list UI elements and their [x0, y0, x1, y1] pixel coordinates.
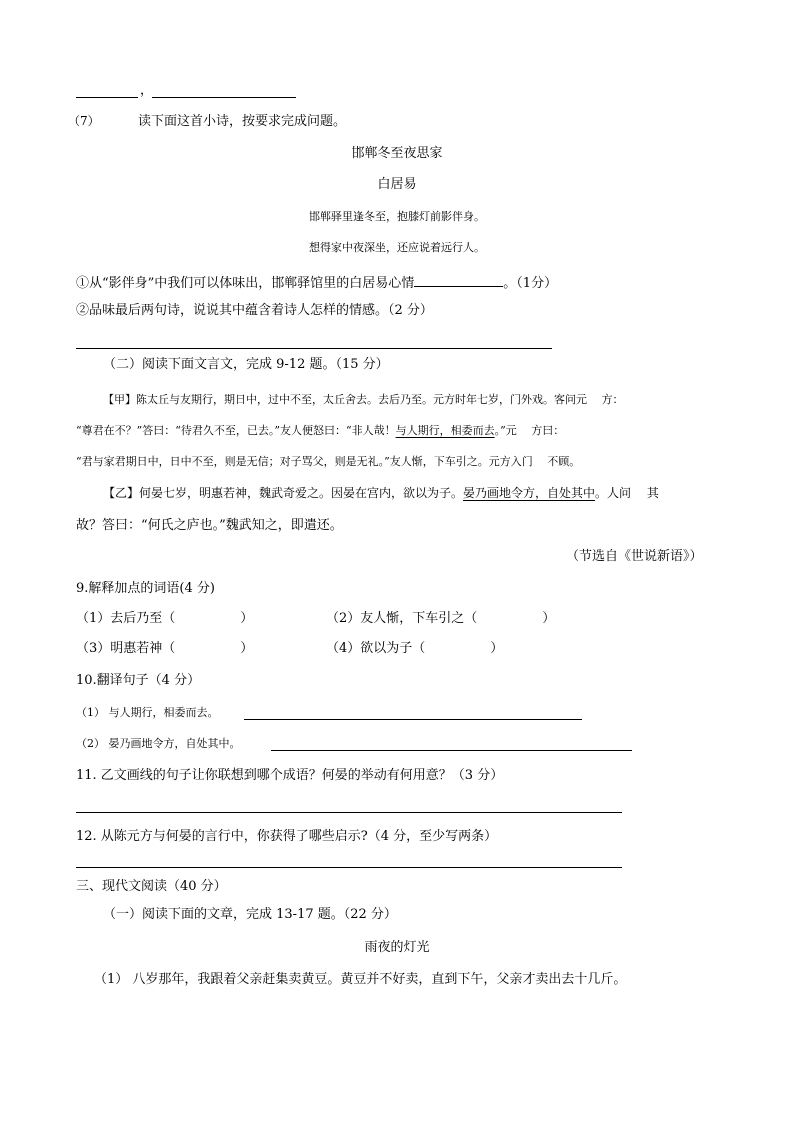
answer-line[interactable]	[271, 750, 632, 751]
section-header: （二）阅读下面文言文，完成 9-12 题。（15 分）	[103, 357, 389, 372]
question-title: 9.解释加点的词语(4 分)	[76, 581, 215, 596]
sub-question-text: ①从“影伴身”中我们可以体味出，邯郸驿馆里的白居易心情	[76, 276, 415, 291]
comma-text: ，	[140, 83, 154, 98]
underlined-sentence: 晏乃画地令方，自处其中	[463, 486, 596, 500]
passage-source: （节选自《世说新语》）	[566, 549, 703, 564]
section-subheader: （一）阅读下面的文章，完成 13-17 题。（22 分）	[103, 907, 397, 922]
passage-text: “尊君在不？”答曰：“待君久不至，已去。”友人便怒曰：“非人哉！	[76, 424, 396, 437]
question-title: 11. 乙文画线的句子让你联想到哪个成语？何晏的举动有何用意？（3 分）	[76, 768, 504, 783]
answer-blank-line	[152, 97, 296, 98]
question-number: （7）	[68, 114, 100, 128]
translate-item: （2） 晏乃画地令方，自处其中。	[76, 737, 241, 750]
underlined-sentence: 与人期行，相委而去	[395, 424, 495, 437]
poem-line: 想得家中夜深坐，还应说着远行人。	[309, 241, 485, 254]
passage-text: 。人问 其	[595, 486, 659, 500]
passage-line: “君与家君期日中，日中不至，则是无信；对子骂父，则是无礼。”友人惭，下车引之。元方入门 不顾。	[76, 455, 581, 468]
passage-line	[76, 425, 564, 436]
question-title: 10.翻译句子（4 分）	[76, 673, 201, 688]
passage-text: 。”元 方曰：	[494, 424, 565, 437]
poem-line: 邯郸驿里逢冬至，抱膝灯前影伴身。	[309, 210, 485, 223]
passage-line: 故？答曰：“何氏之庐也。”魏武知之，即遣还。	[76, 518, 343, 533]
question-prompt: 读下面这首小诗，按要求完成问题。	[138, 114, 347, 129]
passage-line: 【甲】陈太丘与友期行，期日中，过中不至，太丘舍去。去后乃至。元方时年七岁，门外戏。客问元 方：	[103, 393, 624, 406]
answer-line[interactable]	[76, 812, 622, 813]
section-header: 三、现代文阅读（40 分）	[76, 879, 227, 894]
answer-line[interactable]	[244, 719, 582, 720]
answer-line[interactable]	[76, 867, 622, 868]
translate-item: （1） 与人期行，相委而去。	[76, 706, 219, 719]
question-item: （3）明惠若神（ ）	[76, 641, 254, 656]
answer-blank-line	[76, 97, 138, 98]
answer-line[interactable]	[76, 348, 552, 349]
article-title: 雨夜的灯光	[364, 940, 430, 955]
answer-blank[interactable]	[414, 274, 503, 287]
article-paragraph: （1） 八岁那年，我跟着父亲赶集卖黄豆。黄豆并不好卖，直到下午，父亲才卖出去十几斤。	[94, 972, 627, 987]
sub-question-score: 。（1分）	[503, 276, 558, 291]
question-item: （2）友人惭，下车引之（ ）	[326, 611, 556, 626]
passage-text: 【乙】何晏七岁，明惠若神，魏武奇爱之。因晏在宫内，欲以为子。	[103, 486, 464, 500]
sub-question	[76, 274, 557, 290]
passage-line	[103, 487, 659, 499]
sub-question: ②品味最后两句诗，说说其中蕴含着诗人怎样的情感。（2 分）	[76, 303, 433, 318]
question-title: 12. 从陈元方与何晏的言行中，你获得了哪些启示?（4 分，至少写两条）	[76, 829, 498, 844]
question-item: （1）去后乃至（ ）	[76, 611, 254, 626]
poem-title: 邯郸冬至夜思家	[351, 146, 443, 161]
poem-author: 白居易	[377, 177, 417, 192]
question-item: （4）欲以为子（ ）	[326, 641, 504, 656]
